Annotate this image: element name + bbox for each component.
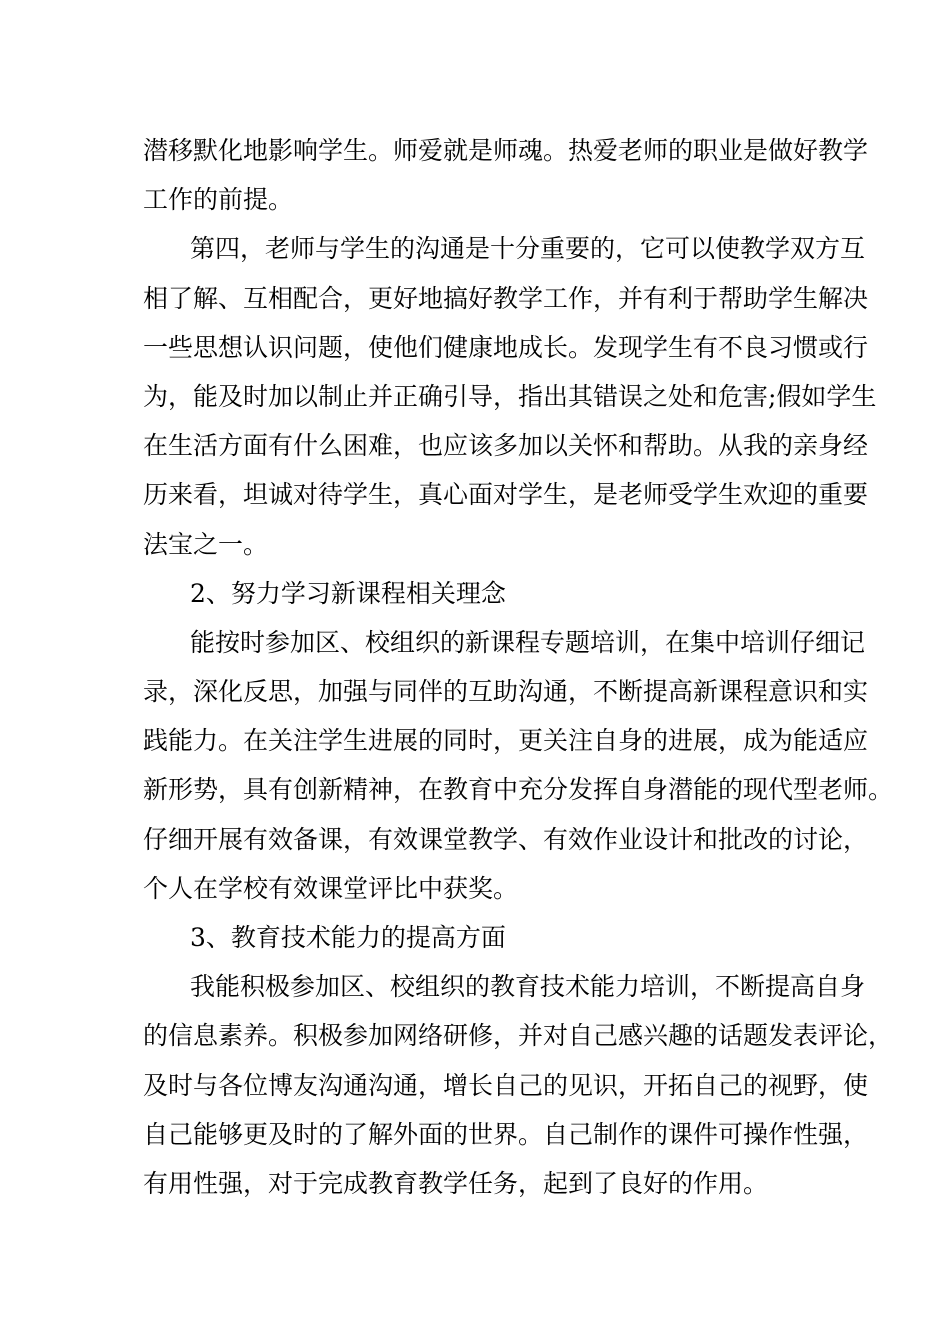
text-line: 及时与各位博友沟通沟通，增长自己的见识，开拓自己的视野，使: [143, 1070, 869, 1100]
text-line: 工作的前提。: [143, 185, 294, 215]
text-line: 践能力。在关注学生进展的同时，更关注自身的进展，成为能适应: [143, 726, 869, 756]
paragraph-start-line: 我能积极参加区、校组织的教育技术能力培训，不断提高自身: [190, 972, 866, 1002]
text-line: 法宝之一。: [143, 529, 269, 559]
text-line: 个人在学校有效课堂评比中获奖。: [143, 873, 519, 903]
text-line: 有用性强，对于完成教育教学任务，起到了良好的作用。: [143, 1168, 769, 1198]
text-line: 的信息素养。积极参加网络研修，并对自己感兴趣的话题发表评论，: [143, 1021, 894, 1051]
text-line: 历来看，坦诚对待学生，真心面对学生，是老师受学生欢迎的重要: [143, 480, 869, 510]
text-line: 录，深化反思，加强与同伴的互助沟通，不断提高新课程意识和实: [143, 677, 869, 707]
text-line: 在生活方面有什么困难，也应该多加以关怀和帮助。从我的亲身经: [143, 431, 869, 461]
text-line: 自己能够更及时的了解外面的世界。自己制作的课件可操作性强，: [143, 1119, 869, 1149]
paragraph-start-line: 能按时参加区、校组织的新课程专题培训，在集中培训仔细记: [190, 627, 866, 657]
section-heading: 2、努力学习新课程相关理念: [190, 578, 506, 608]
text-line: 新形势，具有创新精神，在教育中充分发挥自身潜能的现代型老师。: [143, 775, 894, 805]
text-line: 一些思想认识问题，使他们健康地成长。发现学生有不良习惯或行: [143, 332, 869, 362]
document-body: [143, 126, 894, 1208]
text-line: 仔细开展有效备课，有效课堂教学、有效作业设计和批改的讨论，: [143, 824, 869, 854]
text-line: 为，能及时加以制止并正确引导，指出其错误之处和危害;假如学生: [143, 381, 877, 411]
section-heading: 3、教育技术能力的提高方面: [190, 923, 506, 952]
text-line: 相了解、互相配合，更好地搞好教学工作，并有利于帮助学生解决: [143, 283, 869, 313]
paragraph-start-line: 第四，老师与学生的沟通是十分重要的，它可以使教学双方互: [190, 234, 866, 264]
text-line: 潜移默化地影响学生。师爱就是师魂。热爱老师的职业是做好教学: [143, 136, 869, 165]
